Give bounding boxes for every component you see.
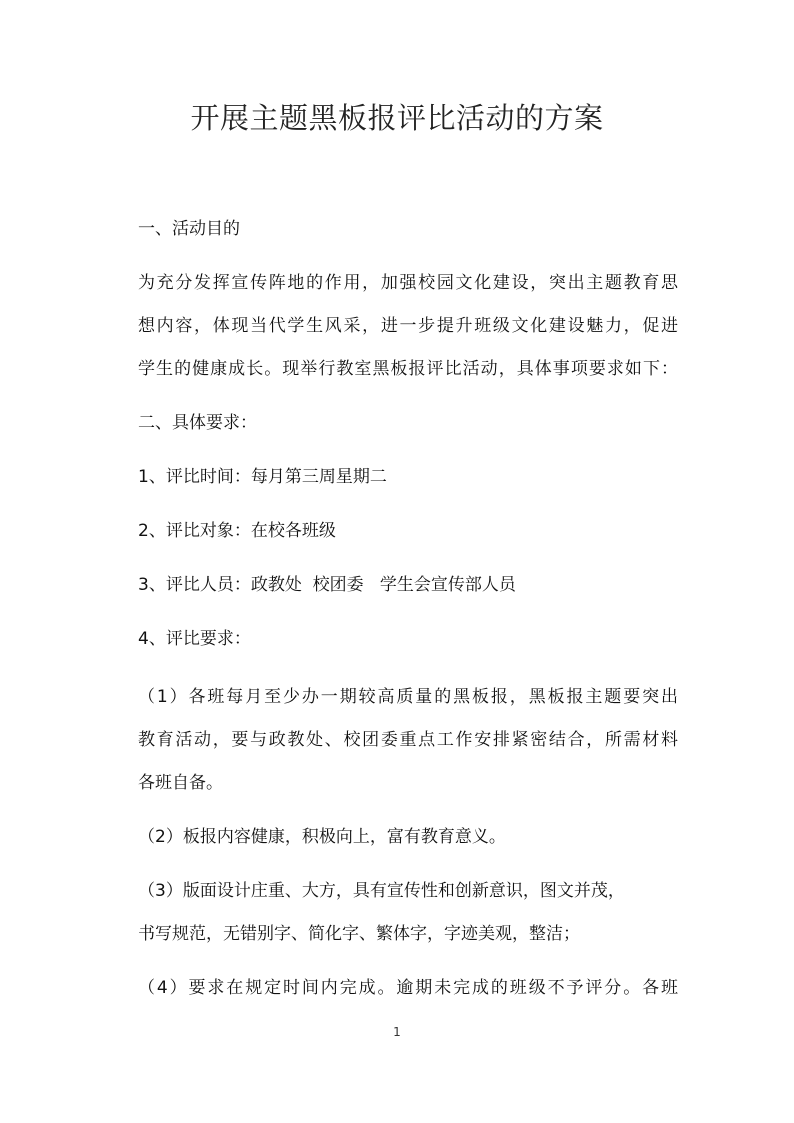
paragraph-line: （2）板报内容健康，积极向上，富有教育意义。 <box>138 827 506 847</box>
list-item: 2、评比对象：在校各班级 <box>138 521 336 541</box>
list-item: 1、评比时间：每月第三周星期二 <box>138 467 387 487</box>
list-item: 4、评比要求： <box>138 629 251 649</box>
paragraph-line: 各班自备。 <box>138 773 223 793</box>
list-item: 3、评比人员：政教处 校团委 学生会宣传部人员 <box>138 575 516 595</box>
paragraph-line: 学生的健康成长。现举行教室黑板报评比活动，具体事项要求如下： <box>138 359 678 379</box>
document-title: 开展主题黑板报评比活动的方案 <box>190 101 604 135</box>
paragraph-line: （3）版面设计庄重、大方，具有宣传性和创新意识，图文并茂， <box>138 881 625 901</box>
page-number: 1 <box>393 1025 401 1039</box>
paragraph-line: 为充分发挥宣传阵地的作用，加强校园文化建设，突出主题教育思 <box>138 273 678 293</box>
paragraph-line: 想内容，体现当代学生风采，进一步提升班级文化建设魅力，促进 <box>138 316 678 336</box>
paragraph-line: （1）各班每月至少办一期较高质量的黑板报，黑板报主题要突出 <box>138 687 678 707</box>
paragraph-line: （4）要求在规定时间内完成。逾期未完成的班级不予评分。各班 <box>138 978 678 998</box>
paragraph-line: 教育活动，要与政教处、校团委重点工作安排紧密结合，所需材料 <box>138 730 678 750</box>
paragraph-line: 书写规范，无错别字、简化字、繁体字，字迹美观，整洁； <box>138 924 580 944</box>
section-heading-requirements: 二、具体要求： <box>138 413 257 433</box>
section-heading-purpose: 一、活动目的 <box>138 219 240 239</box>
